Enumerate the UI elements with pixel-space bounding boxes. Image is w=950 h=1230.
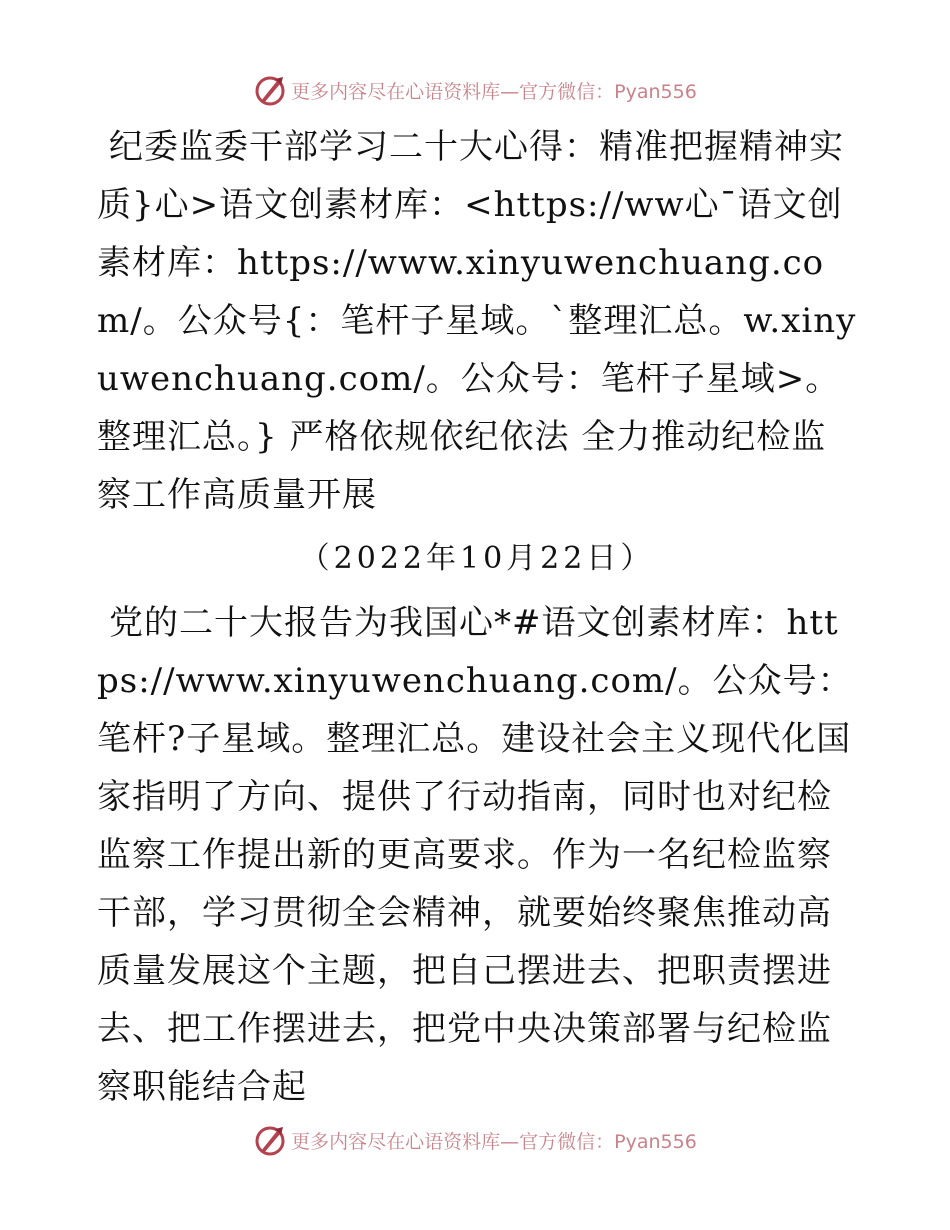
watermark-library-text: 更多内容尽在心语资料库 [291,80,501,103]
quill-logo-icon [253,1123,287,1157]
header-watermark-banner [0,70,950,110]
watermark-separator: — [500,80,520,103]
footer-watermark-banner [0,1120,950,1160]
document-date: （2022年10月22日） [299,541,655,576]
watermark-text [291,77,697,104]
document-content [97,118,857,1116]
document-title: 纪委监委干部学习二十大心得：精准把握精神实质}心>语文创素材库：<https://ww心¯语文创素材库：https://www.xinyuwenchuang.com/。公众号{：笔杆子星域。`整理汇总。w.xinyuwenchuang.com/。公众号：笔杆子星域>。整理汇总。} 严格依规依纪依法 全力推动纪检监察工作高质量开展 [97,127,857,515]
watermark-separator: — [500,1130,520,1153]
watermark-text [291,1127,697,1154]
document-body-paragraph: 党的二十大报告为我国心*#语文创素材库：https://www.xinyuwenchuang.com/。公众号：笔杆?子星域。整理汇总。建设社会主义现代化国家指明了方向、提供了行动指南，同时也对纪检监察工作提出新的更高要求。作为一名纪检监察干部，学习贯彻全会精神，就要始终聚焦推动高质量发展这个主题，把自己摆进去、把职责摆进去、把工作摆进去，把党中央决策部署与纪检监察职能结合起 [97,603,853,1107]
watermark-library-text: 更多内容尽在心语资料库 [291,1130,501,1153]
quill-logo-icon [253,73,287,107]
watermark-wechat-text: 官方微信：Pyan556 [519,1130,697,1153]
watermark-wechat-text: 官方微信：Pyan556 [519,80,697,103]
